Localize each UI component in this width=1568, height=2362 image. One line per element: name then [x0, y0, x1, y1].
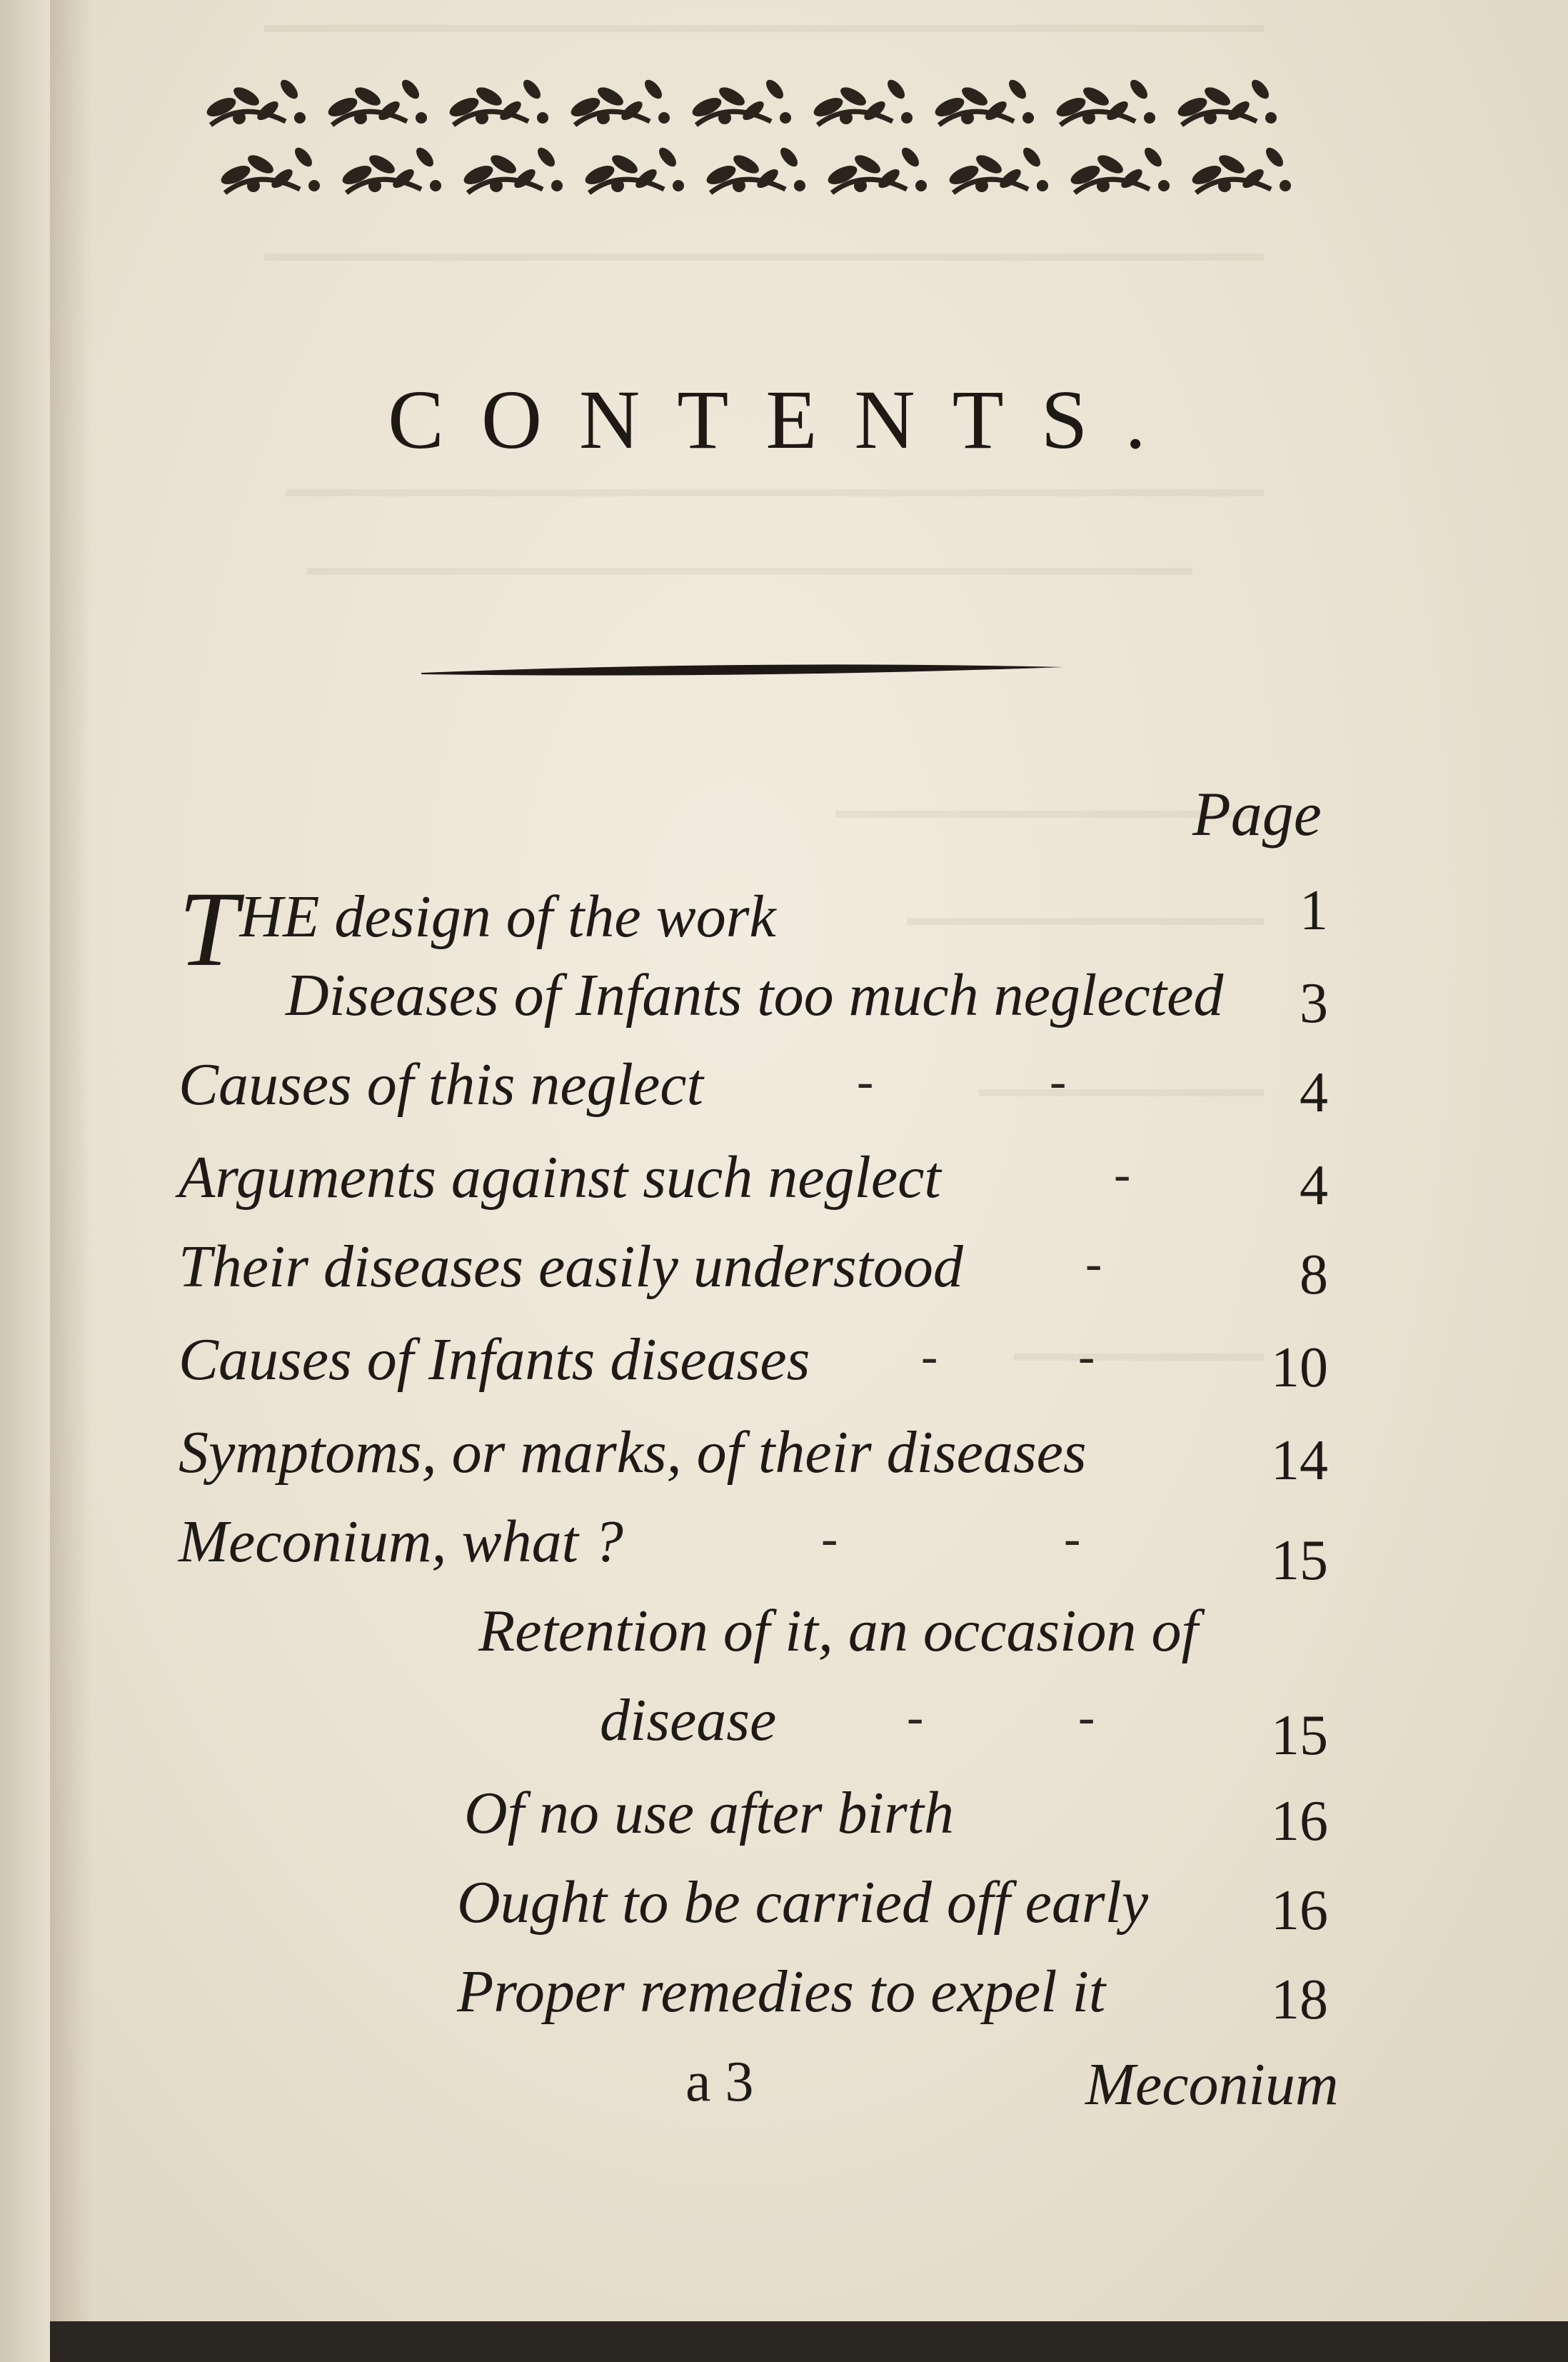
leader-dash: -	[1050, 1054, 1067, 1109]
toc-page-number: 14	[1271, 1429, 1328, 1492]
toc-page-number: 1	[1300, 879, 1328, 942]
toc-entry-text: Meconium, what ?	[179, 1508, 623, 1575]
toc-page-number: 16	[1271, 1790, 1328, 1853]
leader-dash: -	[1064, 1511, 1081, 1566]
toc-entry-text: disease	[600, 1687, 777, 1753]
toc-page-number: 18	[1271, 1968, 1328, 2031]
page-column-label: Page	[1192, 780, 1322, 849]
catchword: Meconium	[1085, 2051, 1339, 2118]
drop-cap: T	[179, 870, 238, 989]
toc-entry-text: Causes of Infants diseases	[179, 1326, 810, 1393]
toc-page-number: 3	[1300, 972, 1328, 1035]
leader-dash: -	[907, 1690, 924, 1745]
leader-dash: -	[1078, 1329, 1095, 1384]
toc-entry-text: Causes of this neglect	[179, 1051, 703, 1118]
toc-entry-text: Symptoms, or marks, of their diseases	[179, 1419, 1087, 1486]
title-rule	[421, 657, 1064, 686]
toc-entry-text: Diseases of Infants too much neglected	[286, 962, 1224, 1029]
leader-dash: -	[921, 1329, 938, 1384]
toc-page-number: 16	[1271, 1879, 1328, 1942]
toc-page-number: 15	[1271, 1704, 1328, 1767]
adjacent-page-edge	[0, 0, 50, 2362]
leader-dash: -	[1085, 1236, 1102, 1291]
leader-dash: -	[857, 1054, 874, 1109]
toc-page-number: 4	[1300, 1061, 1328, 1124]
toc-page-number: 10	[1271, 1336, 1328, 1399]
leader-dash: -	[1078, 1690, 1095, 1745]
toc-entry-text: Proper remedies to expel it	[457, 1958, 1106, 2025]
toc-entry-text: Their diseases easily understood	[179, 1233, 963, 1300]
book-page	[50, 0, 1568, 2321]
floral-ornament-band	[200, 57, 1357, 221]
toc-entry-text: Retention of it, an occasion of	[478, 1598, 1198, 1664]
toc-entry-text: HE design of the work	[239, 884, 776, 950]
leader-dash: -	[821, 1511, 838, 1566]
toc-entry-text: Of no use after birth	[464, 1780, 954, 1846]
toc-entry-text: Arguments against such neglect	[179, 1144, 941, 1211]
page-title: CONTENTS.	[388, 373, 1183, 466]
toc-page-number: 15	[1271, 1529, 1328, 1592]
toc-page-number: 8	[1300, 1243, 1328, 1306]
leader-dash: -	[1114, 1147, 1131, 1202]
toc-page-number: 4	[1300, 1154, 1328, 1217]
toc-entry-text: Ought to be carried off early	[457, 1869, 1149, 1936]
signature-mark: a 3	[685, 2051, 754, 2113]
